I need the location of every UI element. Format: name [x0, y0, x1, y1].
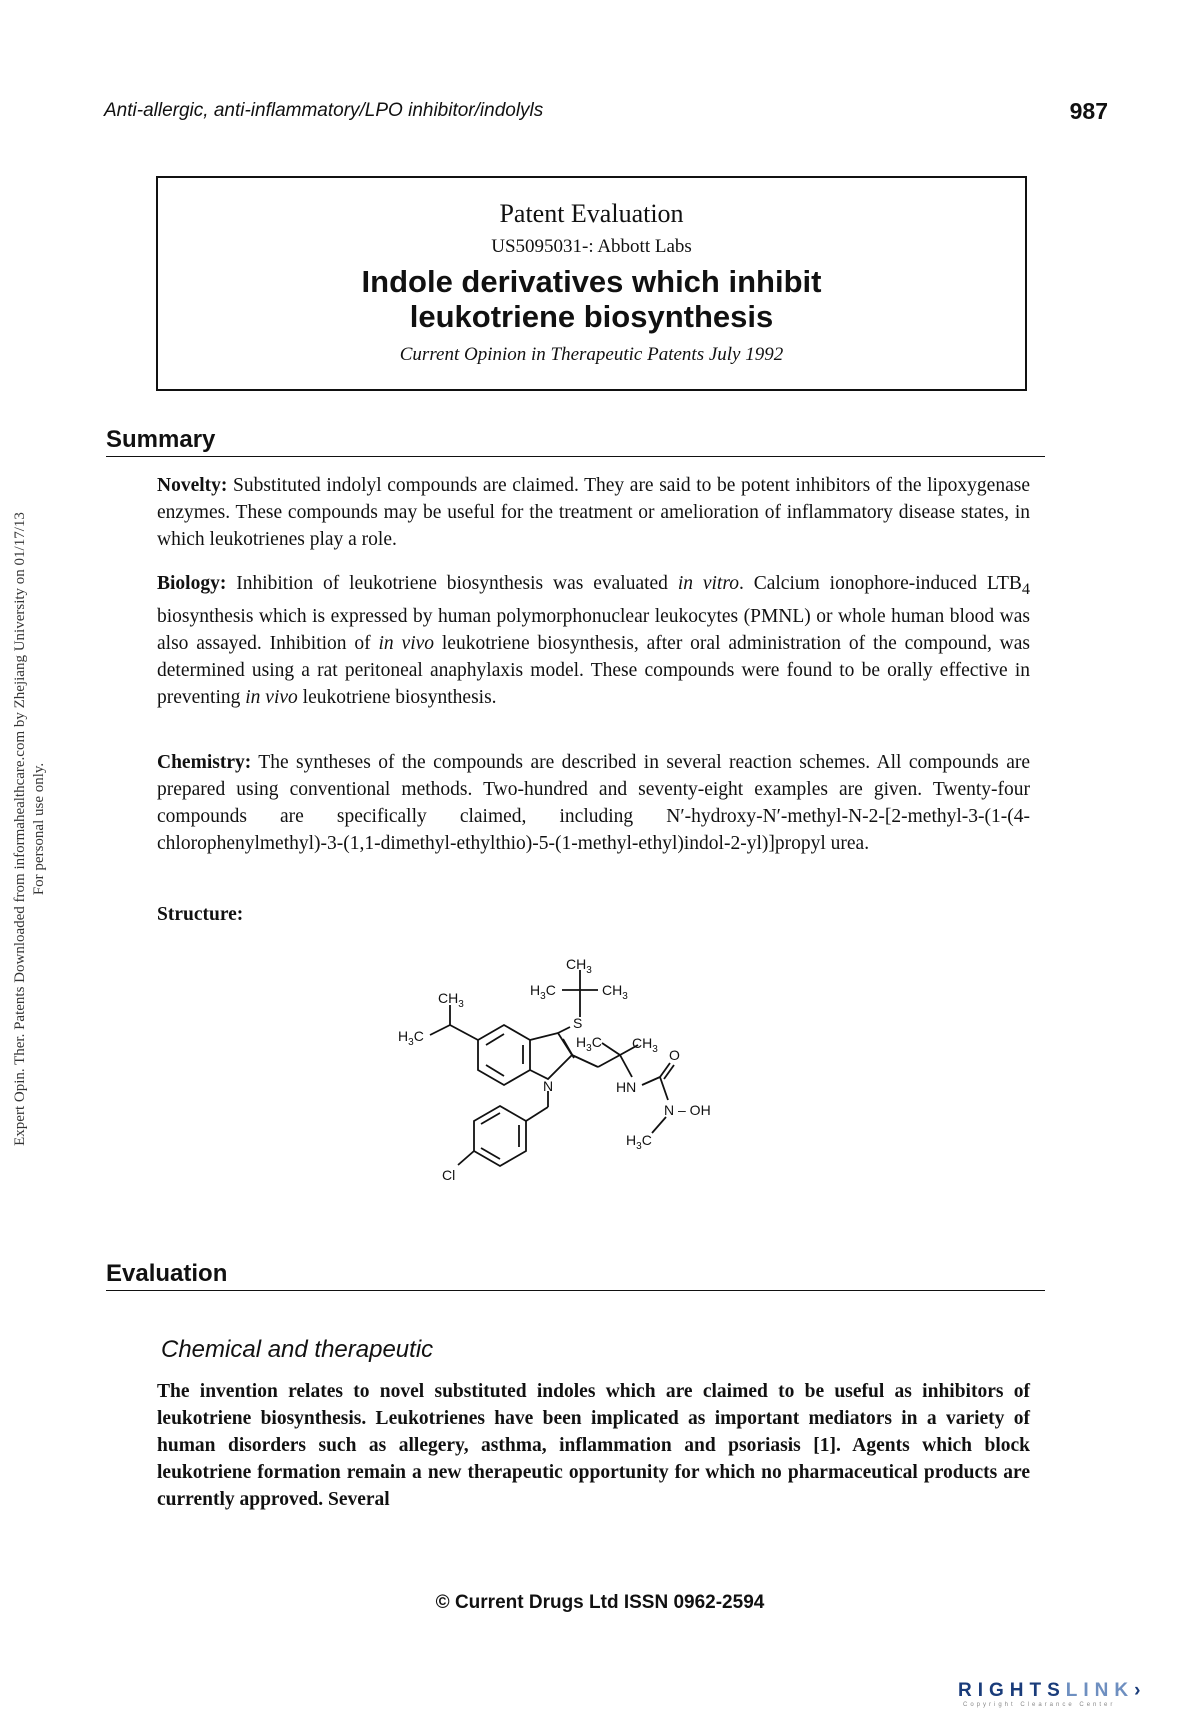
structure-label: Structure: [157, 904, 244, 925]
download-watermark [11, 329, 49, 1329]
atom-label-ch3-top: $CH_3$ [566, 956, 592, 976]
atom-label-h3c-urea: $H_3C$ [626, 1132, 652, 1152]
rightslink-dark: RIGHTS [958, 1680, 1066, 1701]
biology-text-2: . Calcium ionophore-induced [738, 573, 987, 594]
rightslink-logo[interactable] [958, 1680, 1146, 1702]
patent-evaluation-box [156, 176, 1027, 391]
biology-text-5: leukotriene biosynthesis. [297, 686, 497, 708]
bond [642, 1077, 660, 1085]
rightslink-arrow-icon: › [1134, 1680, 1147, 1701]
biology-ltb: LTB [986, 573, 1022, 594]
biology-text-1: Inhibition of leukotriene biosynthesis was evaluated [226, 573, 678, 594]
bond [458, 1151, 474, 1165]
biology-text-3: biosynthesis which is expressed by human polymorphonuclear leukocytes (PMNL) or whole human blood was also assayed. Inhibition of [157, 605, 1030, 654]
atom-label-h3c: $H_3C$ [398, 1028, 424, 1048]
chemistry-label: Chemistry: [157, 752, 252, 773]
structure-atom-labels [398, 956, 711, 1183]
bond [450, 1025, 478, 1040]
evaluation-heading: Evaluation [106, 1260, 1045, 1291]
bond [598, 1055, 620, 1067]
atom-label-n-oh: N – OH [664, 1102, 711, 1118]
bond [526, 1107, 548, 1121]
biology-ltb-sub: 4 [1021, 579, 1031, 598]
atom-label-h3c-tbutyl: $H_3C$ [530, 982, 556, 1002]
biology-em-3: in vivo [245, 686, 298, 708]
structure-label-paragraph [157, 901, 1030, 928]
rightslink-light: LINK [1065, 1680, 1135, 1701]
copyright-footer: © Current Drugs Ltd ISSN 0962-2594 [435, 1592, 765, 1613]
atom-label-ch3: $CH_3$ [438, 990, 464, 1010]
atom-label-o: O [669, 1047, 680, 1063]
atom-label-cl: Cl [442, 1167, 456, 1183]
bond [652, 1117, 666, 1133]
biology-text-4: leukotriene biosynthesis, after oral administration of the compound, was determined using a rat peritoneal anaphylaxis model. These compounds were found to be orally effective in preventing [157, 632, 1031, 708]
running-head: Anti-allergic, anti-inflammatory/LPO inhibitor/indolyls [104, 100, 544, 121]
novelty-paragraph [157, 472, 1030, 553]
novelty-text: Substituted indolyl compounds are claimed. They are said to be potent inhibitors of the lipoxygenase enzymes. These compounds may be useful for the treatment or amelioration of inflammatory disease states, in which leukotrienes play a role. [157, 475, 1030, 550]
novelty-label: Novelty: [157, 475, 228, 496]
bond [602, 1043, 620, 1055]
page-number: 987 [1069, 98, 1108, 124]
download-watermark-line-2: For personal use only. [31, 762, 47, 896]
chemistry-paragraph [157, 749, 1030, 857]
summary-heading: Summary [106, 426, 1045, 457]
bond [572, 1055, 598, 1067]
biology-paragraph [157, 570, 1030, 711]
bond [486, 1034, 504, 1045]
box-label: Patent Evaluation [499, 199, 684, 228]
biology-em-1: in vitro [677, 573, 739, 594]
rightslink-subtitle: Copyright Clearance Center [963, 1702, 1116, 1708]
evaluation-subheading: Chemical and therapeutic [161, 1336, 434, 1363]
chemical-structure [380, 955, 780, 1195]
bond [660, 1063, 670, 1077]
atom-label-s: S [573, 1015, 583, 1031]
atom-label-h3c-chain: $H_3C$ [576, 1034, 602, 1054]
bond [558, 1027, 570, 1033]
biology-em-2: in vivo [378, 632, 435, 654]
journal-citation: Current Opinion in Therapeutic Patents July 1992 [399, 344, 784, 365]
patent-number: US5095031-: Abbott Labs [491, 236, 692, 257]
atom-label-n-indole: N [543, 1078, 554, 1094]
structure-bonds [430, 970, 674, 1166]
bond [486, 1065, 504, 1076]
chemistry-text: The syntheses of the compounds are described in several reaction schemes. All compounds are prepared using conventional methods. Two-hundred and seventy-eight examples are given. Twenty-four compounds are specifically claimed, including N′-hydroxy-N′-methyl-N-2-[2-methyl-3-(1-(4-chlorophenylmethyl)-3-(1,1-dimethyl-ethylthio)-5-(1-methyl-ethyl)indol-2-yl)]propyl urea. [157, 752, 1030, 854]
atom-label-ch3-tbutyl: $CH_3$ [602, 982, 628, 1002]
bond [430, 1025, 450, 1035]
bond [620, 1055, 632, 1077]
biology-label: Biology: [157, 573, 227, 594]
article-title [158, 264, 1025, 334]
article-title-line-1: Indole derivatives which inhibit [361, 264, 822, 299]
bond [660, 1077, 668, 1100]
bond [664, 1065, 674, 1079]
download-watermark-line-1: Expert Opin. Ther. Patents Downloaded from informahealthcare.com by Zhejiang University on 01/17/13 [12, 512, 28, 1146]
article-title-line-2: leukotriene biosynthesis [409, 299, 774, 334]
atom-label-ch3-chain: $CH_3$ [632, 1035, 658, 1055]
atom-label-hn: HN [616, 1079, 637, 1095]
indole-pyrrole-ring [530, 1033, 572, 1079]
evaluation-paragraph: The invention relates to novel substituted indoles which are claimed to be useful as inhibitors of leukotriene biosynthesis. Leukotrienes have been implicated as important mediators in a variety of human disorders such as allegery, asthma, inflammation and psoriasis [1]. Agents which block leukotriene formation remain a new therapeutic opportunity for which no pharmaceutical products are currently approved. Several [157, 1381, 1030, 1510]
